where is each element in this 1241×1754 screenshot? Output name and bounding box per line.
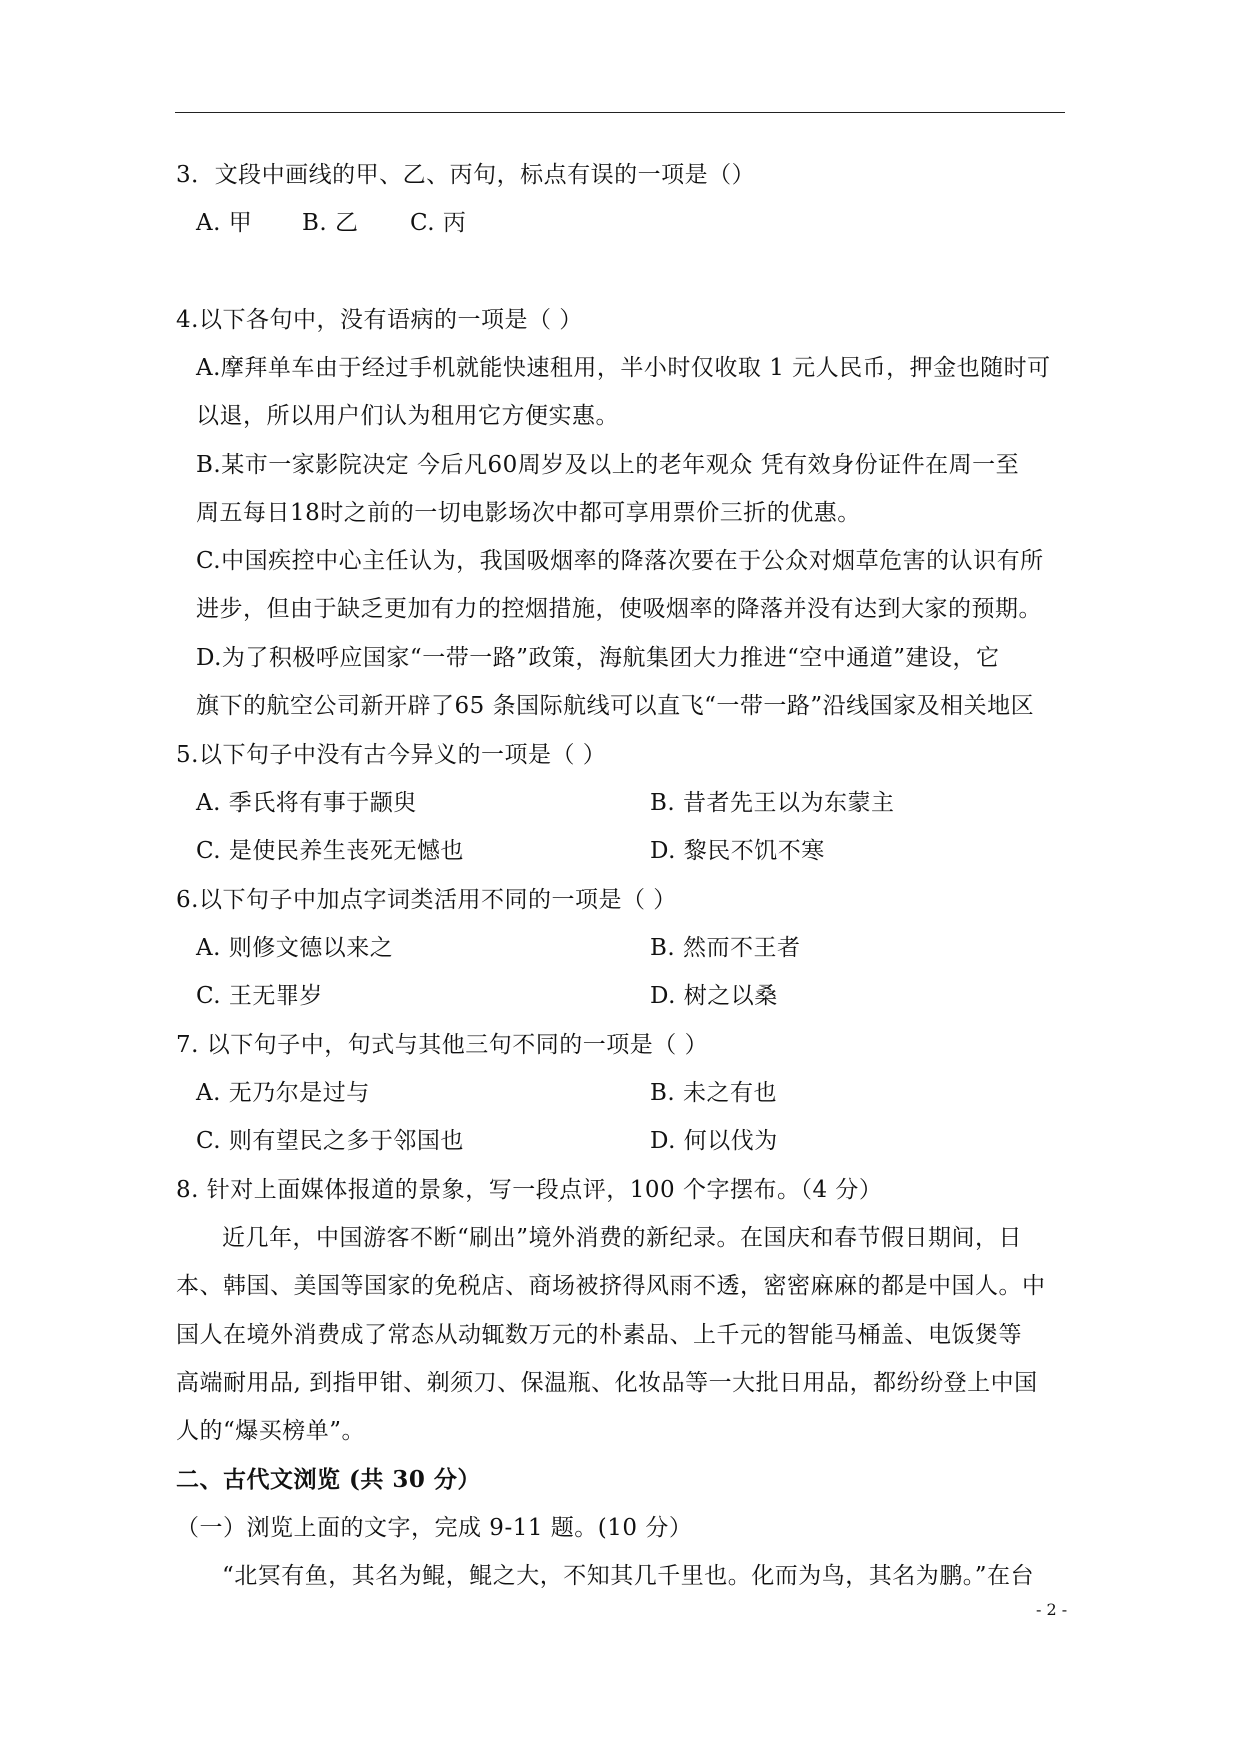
q4-option-a-line1: A.摩拜单车由于经过手机就能快速租用，半小时仅收取 1 元人民币，押金也随时可 <box>196 355 1051 381</box>
q6-option-a: A. 则修文德以来之 <box>196 935 394 961</box>
q8-passage-line5: 人的“爆买榜单”。 <box>176 1418 366 1444</box>
q4-option-d-line2: 旗下的航空公司新开辟了65 条国际航线可以直飞“一带一路”沿线国家及相关地区 <box>196 693 1035 719</box>
q5-option-b: B. 昔者先王以为东蒙主 <box>650 790 895 816</box>
q7-stem: 7. 以下句子中，句式与其他三句不同的一项是（ ） <box>176 1032 709 1058</box>
section-passage-line1: “北冥有鱼，其名为鲲，鲲之大，不知其几千里也。化而为鸟，其名为鹏。”在台 <box>222 1563 1035 1589</box>
q3-option-c: C. 丙 <box>410 210 467 236</box>
q4-option-b-line2: 周五每日18时之前的一切电影场次中都可享用票价三折的优惠。 <box>196 500 861 526</box>
q7-option-b: B. 未之有也 <box>650 1080 778 1106</box>
q8-stem: 8. 针对上面媒体报道的景象，写一段点评，100 个字摆布。（4 分） <box>176 1177 883 1203</box>
q4-option-b-line1: B.某市一家影院决定 今后凡60周岁及以上的老年观众 凭有效身份证件在周一至 <box>196 452 1020 478</box>
q3-stem: 3．文段中画线的甲、乙、丙句，标点有误的一项是（） <box>176 162 756 188</box>
q6-option-c: C. 王无罪岁 <box>196 983 323 1009</box>
q6-option-d: D. 树之以桑 <box>650 983 778 1009</box>
q8-passage-line2: 本、韩国、美国等国家的免税店、商场被挤得风雨不透，密密麻麻的都是中国人。中 <box>176 1273 1046 1299</box>
q7-option-d: D. 何以伐为 <box>650 1128 778 1154</box>
section-subheading: （一）浏览上面的文字，完成 9-11 题。(10 分） <box>176 1515 693 1541</box>
header-rule <box>175 112 1065 113</box>
q7-option-a: A. 无乃尔是过与 <box>196 1080 370 1106</box>
q5-option-d: D. 黎民不饥不寒 <box>650 838 825 864</box>
q3-option-b: B. 乙 <box>302 210 359 236</box>
q5-stem: 5.以下句子中没有古今异义的一项是（ ） <box>176 742 607 768</box>
q6-stem: 6.以下句子中加点字词类活用不同的一项是（ ） <box>176 887 677 913</box>
q4-stem: 4.以下各句中，没有语病的一项是（ ） <box>176 307 583 333</box>
q4-option-c-line2: 进步，但由于缺乏更加有力的控烟措施，使吸烟率的降落并没有达到大家的预期。 <box>196 596 1042 622</box>
q8-passage-line3: 国人在境外消费成了常态从动辄数万元的朴素品、上千元的智能马桶盖、电饭煲等 <box>176 1322 1022 1348</box>
q5-option-c: C. 是使民养生丧死无憾也 <box>196 838 464 864</box>
q8-passage-line4: 高端耐用品, 到指甲钳、剃须刀、保温瓶、化妆品等一大批日用品，都纷纷登上中国 <box>176 1370 1038 1396</box>
q7-option-c: C. 则有望民之多于邻国也 <box>196 1128 464 1154</box>
page-number: - 2 - <box>1036 1600 1068 1619</box>
q8-passage-line1: 近几年，中国游客不断“刷出”境外消费的新纪录。在国庆和春节假日期间，日 <box>222 1225 1023 1251</box>
q5-option-a: A. 季氏将有事于颛臾 <box>196 790 417 816</box>
section-heading: 二、古代文浏览 (共 30 分） <box>176 1466 481 1493</box>
q6-option-b: B. 然而不王者 <box>650 935 801 961</box>
q4-option-a-line2: 以退，所以用户们认为租用它方便实惠。 <box>196 403 619 429</box>
q4-option-d-line1: D.为了积极呼应国家“一带一路”政策，海航集团大力推进“空中通道”建设，它 <box>196 645 1000 671</box>
q3-option-a: A. 甲 <box>196 210 253 236</box>
q4-option-c-line1: C.中国疾控中心主任认为，我国吸烟率的降落次要在于公众对烟草危害的认识有所 <box>196 548 1044 574</box>
